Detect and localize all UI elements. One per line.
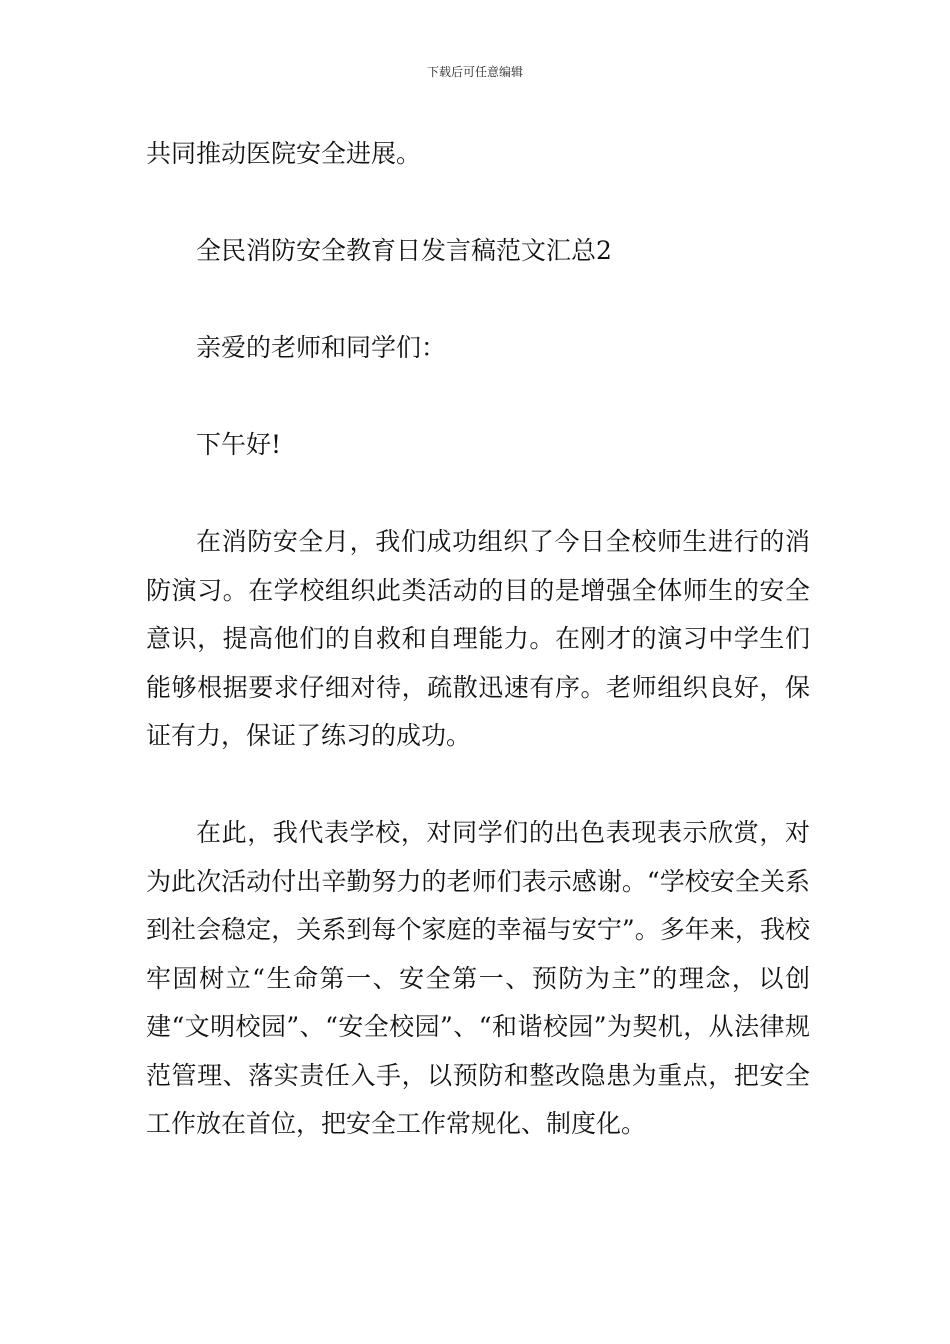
paragraph-gap xyxy=(146,179,810,228)
paragraph-continuation: 共同推动医院安全进展。 xyxy=(146,139,422,168)
greeting: 下午好! xyxy=(196,430,282,459)
section-title: 全民消防安全教育日发言稿范文汇总2 xyxy=(196,236,612,265)
body-paragraph: 在此，我代表学校，对同学们的出色表现表示欣赏，对为此次活动付出辛勤努力的老师们表示感谢。“学校安全关系到社会稳定，关系到每个家庭的幸福与安宁”。多年来，我校牢固树立“生命第一、安全第一、预防为主”的理念，以创建“文明校园”、“安全校园”、“和谐校园”为契机，从法律规范管理、落实责任入手，以预防和整改隐患为重点，把安全工作放在首位，把安全工作常规化、制度化。 xyxy=(146,818,810,1138)
document-body xyxy=(146,130,810,1149)
body-paragraph: 在消防安全月，我们成功组织了今日全校师生进行的消防演习。在学校组织此类活动的目的是增强全体师生的安全意识，提高他们的自救和自理能力。在刚才的演习中学生们能够根据要求仔细对待，疏散迅速有序。老师组织良好，保证有力，保证了练习的成功。 xyxy=(146,527,810,750)
paragraph-gap xyxy=(146,276,810,325)
page-header-note: 下载后可任意编辑 xyxy=(426,65,523,79)
salutation: 亲爱的老师和同学们： xyxy=(196,333,447,362)
paragraph-gap xyxy=(146,761,810,810)
paragraph-gap xyxy=(146,373,810,422)
paragraph-gap xyxy=(146,470,810,519)
